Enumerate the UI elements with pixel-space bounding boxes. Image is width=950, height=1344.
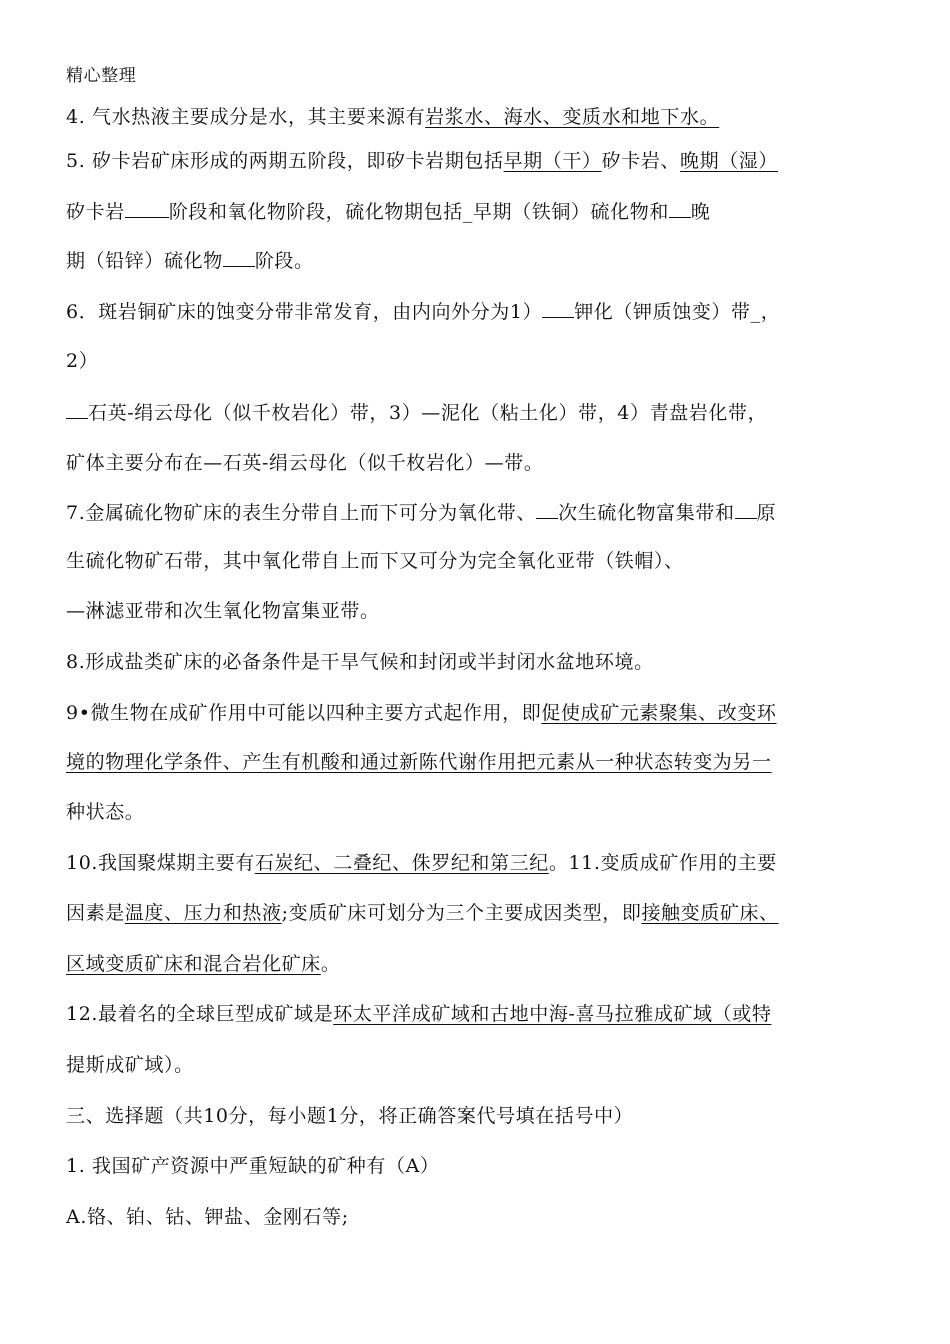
question-9-line-1: 9•微生物在成矿作用中可能以四种主要方式起作用，即促使成矿元素聚集、改变环 bbox=[66, 702, 777, 724]
fill-blank bbox=[223, 248, 255, 267]
question-11-line-2: 因素是温度、压力和热液;变质矿床可划分为三个主要成因类型，即接触变质矿床、 bbox=[66, 902, 779, 924]
question-text: 矽卡岩、 bbox=[601, 150, 680, 172]
answer-text: 石炭纪、二叠纪、侏罗纪和第三纪 bbox=[254, 852, 549, 874]
answer-text: 早期（干） bbox=[503, 150, 602, 172]
question-6-line-1: 6．斑岩铜矿床的蚀变分带非常发育，由内向外分为1） 钾化（钾质蚀变）带_， bbox=[66, 301, 781, 323]
question-12-line-1: 12.最着名的全球巨型成矿域是环太平洋成矿域和古地中海-喜马拉雅成矿域（或特 bbox=[66, 1003, 772, 1025]
question-text: 气水热液主要成分是水，其主要来源有 bbox=[85, 106, 426, 128]
question-number: 4. bbox=[66, 106, 86, 128]
section-3-title: 三、选择题（共10分，每小题1分，将正确答案代号填在括号中） bbox=[66, 1105, 634, 1127]
question-5-line-3: 期（铅锌）硫化物 阶段。 bbox=[66, 250, 314, 272]
answer-text: 促使成矿元素聚集、改变环 bbox=[541, 702, 777, 724]
mc-question-1-option-a: A.铬、铂、钴、钾盐、金刚石等; bbox=[66, 1206, 349, 1228]
answer-text: 境的物理化学条件、产生有机酸和通过新陈代谢作用把元素从一种状态转变为另一 bbox=[66, 751, 772, 773]
question-6-line-3: 石英-绢云母化（似千枚岩化）带，3）—泥化（粘土化）带，4）青盘岩化带， bbox=[66, 400, 767, 425]
question-4 bbox=[66, 105, 719, 129]
fill-blank bbox=[66, 400, 88, 419]
question-7-line-3: —淋滤亚带和次生氧化物富集亚带。 bbox=[66, 600, 380, 622]
answer-text: 岩浆水、海水、变质水和地下水。 bbox=[425, 106, 720, 128]
fill-blank bbox=[536, 500, 558, 519]
question-5-line-2: 矽卡岩 阶段和氧化物阶段，硫化物期包括_早期（铁铜）硫化物和 晚 bbox=[66, 201, 711, 223]
question-6-line-4: 矿体主要分布在—石英-绢云母化（似千枚岩化）—带。 bbox=[66, 452, 544, 474]
fill-blank bbox=[542, 299, 574, 318]
question-7-line-1: 7.金属硫化物矿床的表生分带自上而下可分为氧化带、 次生硫化物富集带和 原 bbox=[66, 502, 777, 524]
fill-blank bbox=[669, 199, 691, 218]
mc-question-1: 1. 我国矿产资源中严重短缺的矿种有（A） bbox=[66, 1155, 440, 1177]
question-12-line-2: 提斯成矿域）。 bbox=[66, 1054, 194, 1076]
answer-text: 区域变质矿床和混合岩化矿床 bbox=[66, 953, 321, 975]
question-5-line-1 bbox=[66, 149, 778, 173]
answer-text: 环太平洋成矿域和古地中海-喜马拉雅成矿域（或特 bbox=[333, 1003, 772, 1025]
answer-text: 晚期（湿） bbox=[680, 150, 779, 172]
answer-text: 温度、压力和热液 bbox=[124, 902, 282, 924]
question-8: 8.形成盐类矿床的必备条件是干旱气候和封闭或半封闭水盆地环境。 bbox=[66, 651, 654, 673]
fill-blank bbox=[125, 199, 169, 218]
question-9-line-3: 种状态。 bbox=[66, 801, 145, 823]
fill-blank bbox=[735, 500, 757, 519]
question-text: 矽卡岩矿床形成的两期五阶段，即矽卡岩期包括 bbox=[85, 150, 504, 172]
question-11-line-3: 区域变质矿床和混合岩化矿床。 bbox=[66, 953, 341, 975]
question-9-line-2 bbox=[66, 750, 772, 774]
question-6-line-2: 2） bbox=[66, 350, 99, 372]
page-header: 精心整理 bbox=[66, 66, 137, 86]
question-7-line-2: 生硫化物矿石带，其中氧化带自上而下又可分为完全氧化亚带（铁帽）、 bbox=[66, 550, 684, 572]
question-10-line-1: 10.我国聚煤期主要有石炭纪、二叠纪、侏罗纪和第三纪。11.变质成矿作用的主要 bbox=[66, 852, 777, 874]
answer-text: 接触变质矿床、 bbox=[641, 902, 779, 924]
question-number: 5. bbox=[66, 150, 86, 172]
